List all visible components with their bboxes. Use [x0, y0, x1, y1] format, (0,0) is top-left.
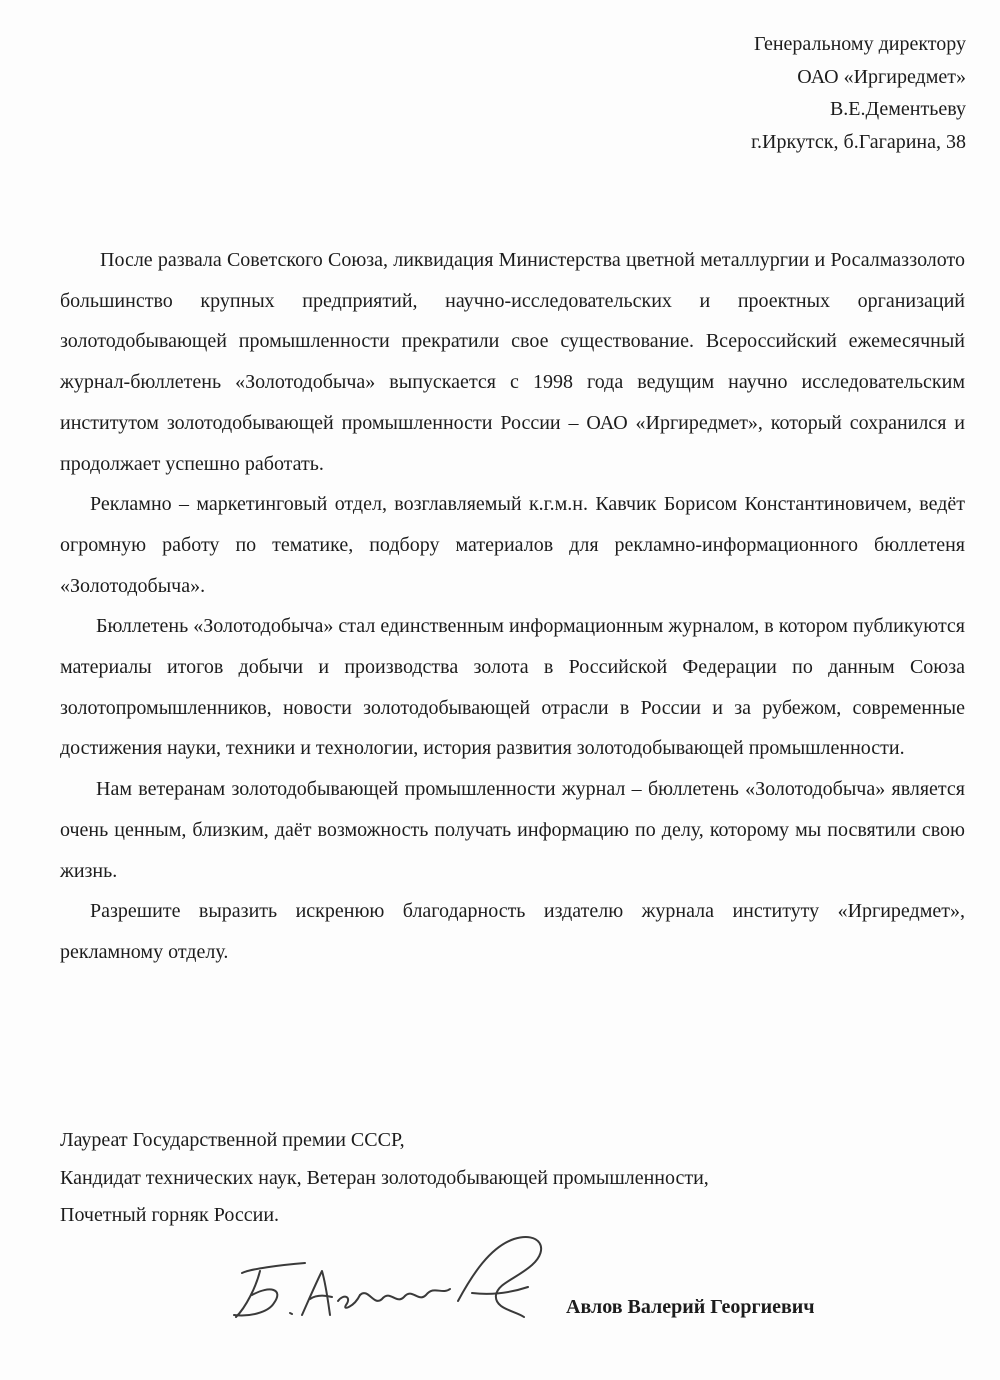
addressee-position: Генеральному директору	[753, 33, 966, 55]
paragraph: После развала Советского Союза, ликвидация Министерства цветной металлургии и Росалмаззолото большинство крупных предприятий, научно-исследовательских и проектных организаций золотодобывающей промышленности прекратили свое существование. Всероссийский ежемесячный журнал-бюллетень «Золотодобыча» выпускается с 1998 года ведущим научно исследовательским институтом золотодобывающей промышленности России – ОАО «Иргиредмет», который сохранился и продолжает успешно работать.	[60, 249, 965, 475]
addressee-address: г.Иркутск, б.Гагарина, 38	[751, 130, 966, 153]
paragraph: Рекламно – маркетинговый отдел, возглавляемый к.г.м.н. Кавчик Борисом Константиновичем, ведёт огромную работу по тематике, подбору материалов для рекламно-информационного бюллетеня «Золотодобыча».	[60, 493, 965, 597]
signer-credentials	[60, 1122, 960, 1235]
paragraph: Разрешите выразить искренюю благодарность издателю журнала институту «Иргиредмет», рекламному отделу.	[60, 900, 965, 963]
paragraph: Нам ветеранам золотодобывающей промышленности журнал – бюллетень «Золотодобыча» является очень ценным, близким, даёт возможность получать информацию по делу, которому мы посвятили свою жизнь.	[60, 778, 965, 882]
addressee-name: В.Е.Дементьеву	[829, 98, 966, 120]
addressee-block	[566, 28, 966, 158]
handwritten-signature	[210, 1225, 570, 1335]
credential-line: Почетный горняк России.	[60, 1204, 280, 1226]
credential-line: Кандидат технических наук, Ветеран золотодобывающей промышленности,	[60, 1166, 709, 1189]
addressee-organization: ОАО «Иргиредмет»	[797, 65, 966, 88]
signer-name: Авлов Валерий Георгиевич	[566, 1296, 815, 1318]
paragraph: Бюллетень «Золотодобыча» стал единственным информационным журналом, в котором публикуются материалы итогов добычи и производства золота в Российской Федерации по данным Союза золотопромышленников, новости золотодобывающей отрасли в России и за рубежом, современные достижения науки, техники и технологии, история развития золотодобывающей промышленности.	[60, 615, 965, 760]
credential-line: Лауреат Государственной премии СССР,	[60, 1129, 405, 1151]
letter-body	[60, 240, 965, 973]
